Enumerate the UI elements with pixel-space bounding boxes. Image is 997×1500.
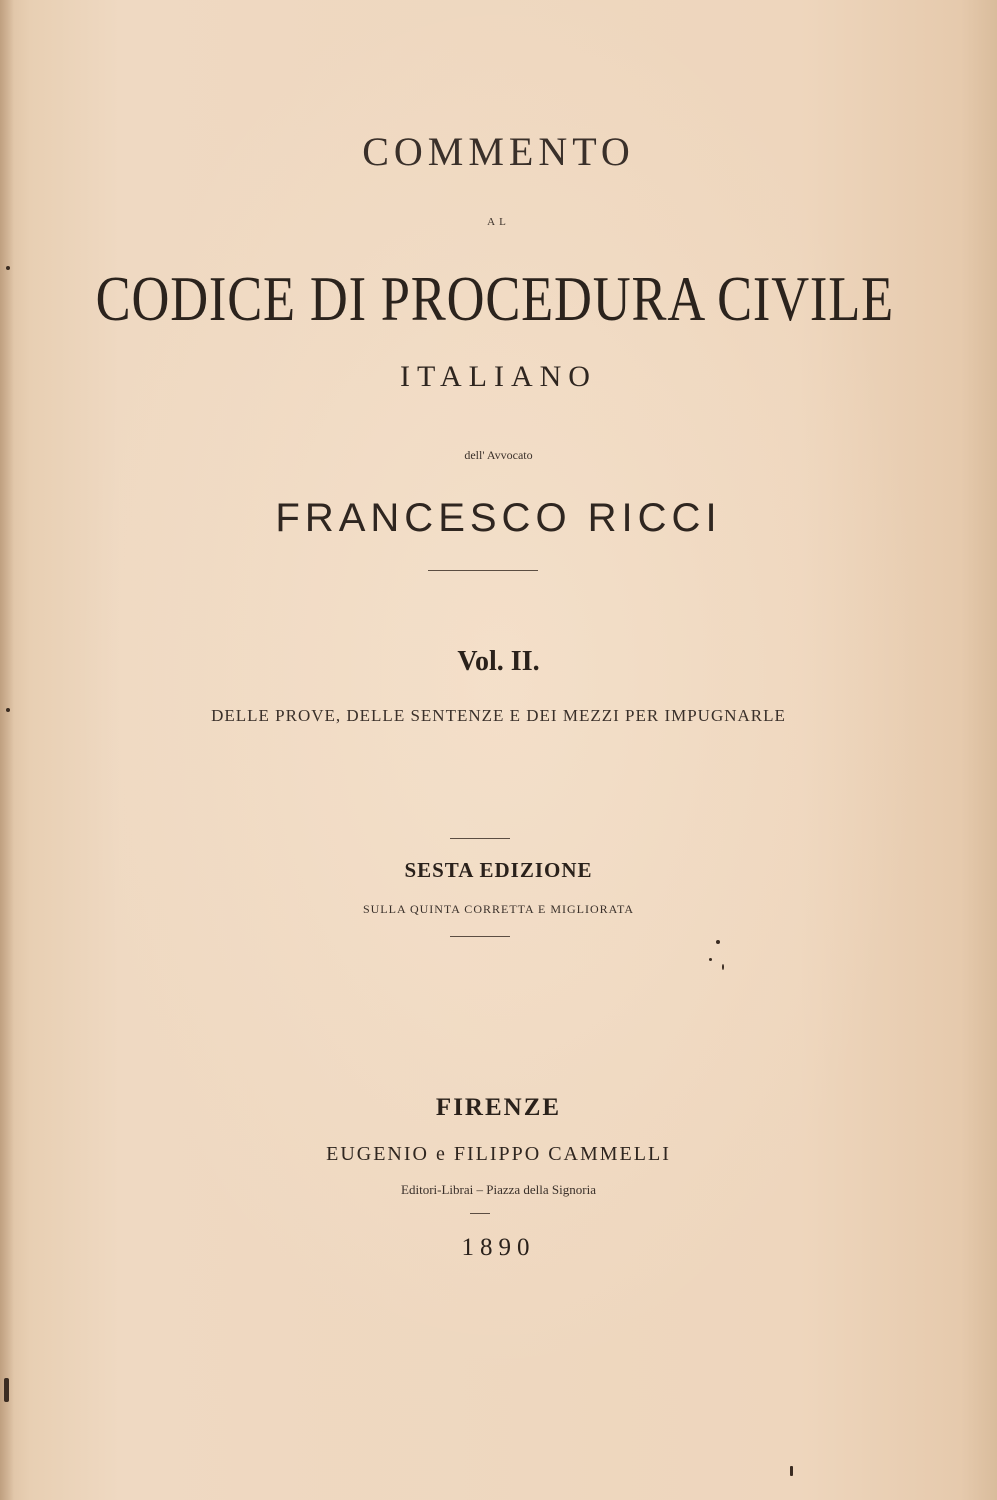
edition-bottom-divider xyxy=(450,936,510,937)
ink-speck xyxy=(790,1466,793,1476)
title-line-commento: COMMENTO xyxy=(362,129,635,174)
year-divider xyxy=(470,1213,490,1214)
ink-speck xyxy=(709,958,712,961)
author-intro: dell' Avvocato xyxy=(464,448,533,462)
ink-speck xyxy=(722,964,724,970)
edition-label: SESTA EDIZIONE xyxy=(404,858,593,882)
ink-speck xyxy=(6,266,10,270)
main-title: CODICE DI PROCEDURA CIVILE xyxy=(95,263,894,334)
edition-top-divider xyxy=(450,838,510,839)
title-line-al: AL xyxy=(487,216,510,228)
publisher-name: EUGENIO e FILIPPO CAMMELLI xyxy=(326,1143,671,1165)
volume-label: Vol. II. xyxy=(457,646,540,677)
volume-subject: DELLE PROVE, DELLE SENTENZE E DEI MEZZI PER IMPUGNARLE xyxy=(211,706,786,725)
publisher-address: Editori-Librai – Piazza della Signoria xyxy=(401,1182,596,1197)
author-name: FRANCESCO RICCI xyxy=(275,496,722,540)
ink-speck xyxy=(716,940,720,944)
ink-speck xyxy=(6,708,10,712)
author-divider xyxy=(428,570,538,571)
publication-city: FIRENZE xyxy=(435,1094,562,1121)
edition-note: SULLA QUINTA CORRETTA E MIGLIORATA xyxy=(362,902,635,916)
publication-year: 1890 xyxy=(461,1234,536,1261)
title-line-italiano: ITALIANO xyxy=(400,360,597,393)
ink-speck xyxy=(4,1378,9,1402)
